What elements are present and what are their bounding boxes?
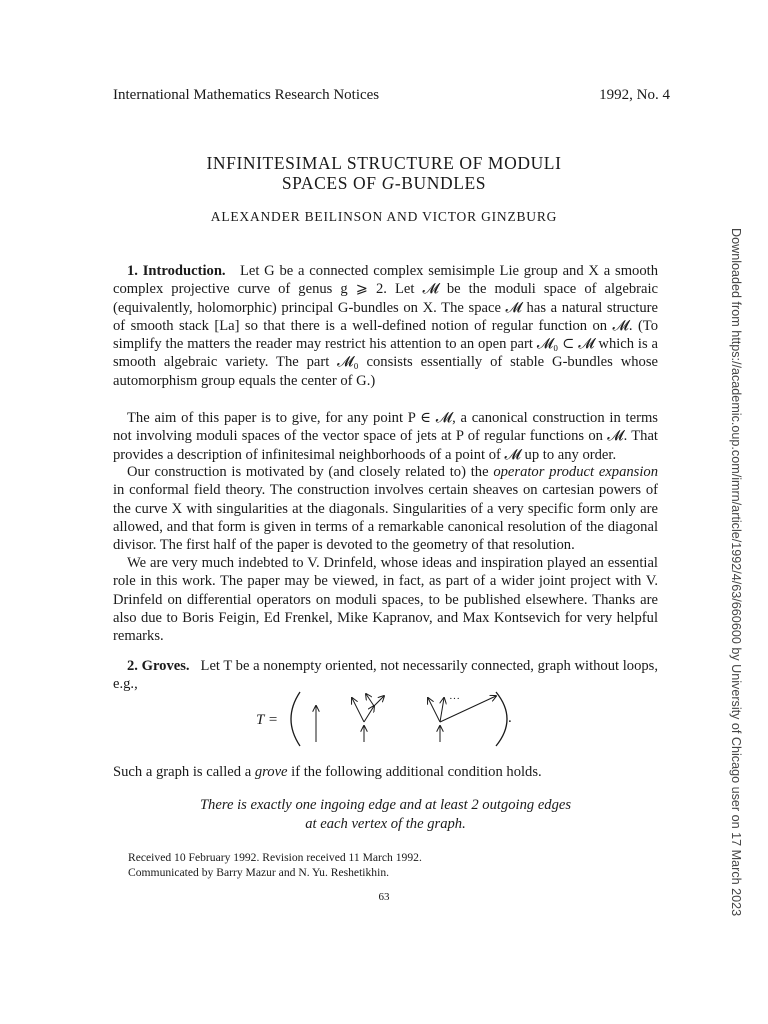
footnote [128, 850, 422, 880]
authors: ALEXANDER BEILINSON AND VICTOR GINZBURG [210, 209, 558, 224]
title-line-2-prefix: SPACES OF [281, 173, 382, 193]
intro-p3-part-b: in conformal field theory. The construction involves certain sheaves on cartesian powers of the curve X with singularities at the diagonals. Singularities of a very specific form only are allowed, and that form is given in terms of a remarkable canonical resolution of the diagonal divisor. The first half of the paper is devoted to the geometry of that resolution. [113, 482, 658, 554]
intro-paragraph-3 [113, 463, 658, 554]
condition-line-1: There is exactly one ingoing edge and at least 2 outgoing edges [199, 797, 572, 813]
title-line-2-suffix: -BUNDLES [394, 173, 487, 193]
grove-def-part-a: Such a graph is called a [113, 764, 255, 780]
intro-p3-part-a: Our construction is motivated by (and closely related to) the [127, 464, 494, 480]
download-notice: Downloaded from https://academic.oup.com/imrn/article/1992/4/63/660600 by University of Chicago user on 17 March 2023 [729, 228, 743, 917]
received-line: Received 10 February 1992. Revision received 11 March 1992. [128, 851, 422, 864]
groves-heading: 2. Groves. [127, 658, 190, 674]
graph-edge [352, 698, 364, 722]
intro-p3-emphasis: operator product expansion [493, 464, 658, 480]
issue-number: 1992, No. 4 [599, 87, 670, 103]
graph-edge [428, 698, 440, 722]
grove-condition [113, 796, 658, 834]
title-line-2 [0, 173, 768, 193]
intro-p1-text: Let G be a connected complex semisimple Lie group and X a smooth complex projective curve of genus g ⩾ 2. Let 𝓜 be the moduli space of algebraic (equivalently, holomorphic) principal G-bundles on X. The space 𝓜 has a natural structure of smooth stack [La] so that there is a well-defined notion of regular function on 𝓜. (To simplify the matters the reader may restrict his attention to an open part 𝓜₀ ⊂ 𝓜 which is a smooth algebraic variety. The part 𝓜₀ consists essentially of stable G-bundles whose automorphism group equals the center of G.) [113, 263, 658, 389]
intro-paragraph-2: The aim of this paper is to give, for any point P ∈ 𝓜, a canonical construction in terms not involving moduli spaces of the vector space of jets at P of regular functions on 𝓜. That provides a description of infinitesimal neighborhoods of a point of 𝓜 up to any order. [113, 410, 658, 463]
grove-def-part-b: if the following additional condition holds. [287, 764, 542, 780]
graph-edge [366, 694, 374, 706]
intro-paragraph-4: We are very much indebted to V. Drinfeld, whose ideas and inspiration played an essential role in this work. The paper may be viewed, in fact, as part of a wider joint project with V. Drinfeld on differential operators on moduli spaces, to be published elsewhere. Thanks are also due to Boris Feigin, Ed Frenkel, Mike Kapranov, and Max Kontsevich for very helpful remarks. [113, 555, 658, 645]
right-paren [496, 692, 507, 746]
groves-p1-text: Let T be a nonempty oriented, not necessarily connected, graph without loops, e.g., [113, 658, 658, 693]
intro-heading: 1. Introduction. [127, 263, 226, 279]
page-number: 63 [378, 891, 390, 903]
graph-edge [374, 696, 384, 706]
graph-edge [364, 706, 374, 722]
graph-period: . [508, 710, 512, 726]
title-line-2-g: G [381, 173, 395, 193]
left-paren [291, 692, 300, 746]
graph-edge [440, 698, 444, 722]
condition-line-2: at each vertex of the graph. [305, 816, 466, 832]
journal-name: International Mathematics Research Notices [113, 87, 380, 103]
grove-term: grove [254, 764, 288, 780]
paper-title [0, 153, 768, 193]
title-line-1: INFINITESIMAL STRUCTURE OF MODULI [206, 153, 562, 173]
graph-example [256, 686, 526, 752]
grove-definition [113, 764, 542, 781]
graph-dots: ··· [449, 693, 460, 705]
communicated-line: Communicated by Barry Mazur and N. Yu. Reshetikhin. [128, 866, 390, 879]
graph-label: T = [256, 712, 278, 728]
intro-paragraph-1 [113, 262, 658, 390]
